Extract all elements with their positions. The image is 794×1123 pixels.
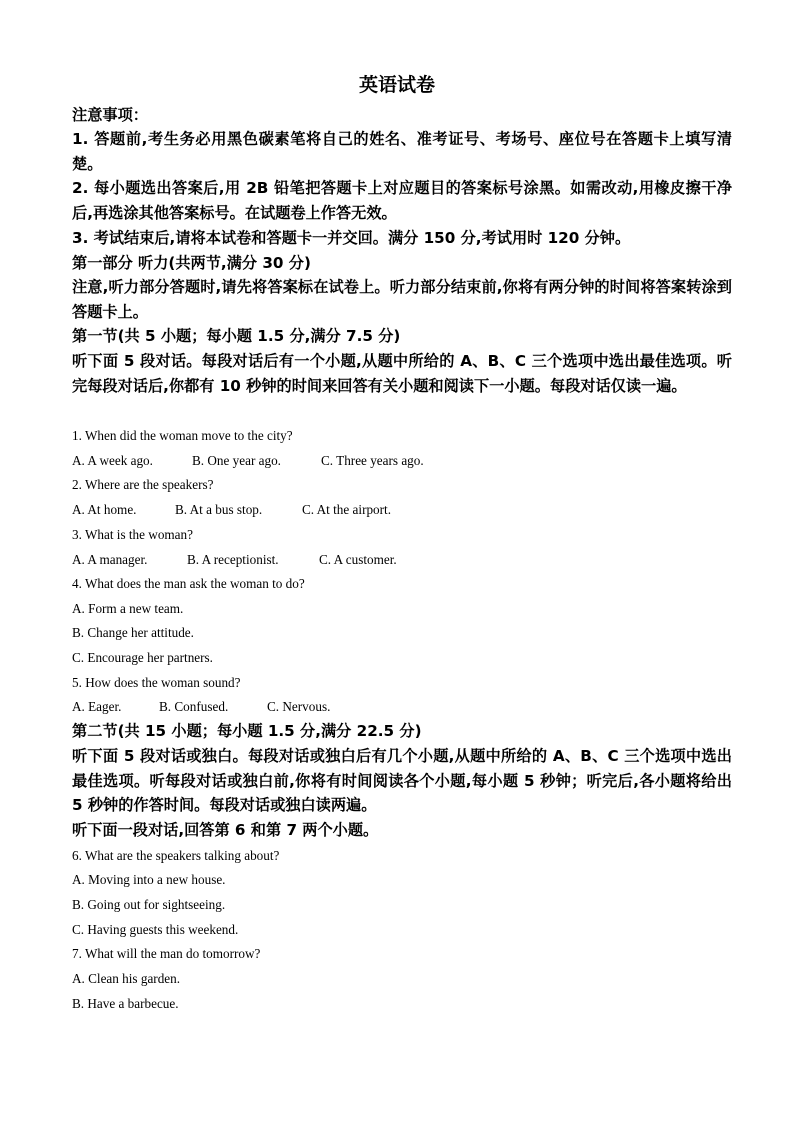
question-2: 2. Where are the speakers? <box>72 477 214 492</box>
option-a: A. A week ago. <box>72 453 153 468</box>
question-7: 7. What will the man do tomorrow? <box>72 946 261 961</box>
notice-item-1: 1. 答题前,考生务必用黑色碳素笔将自己的姓名、准考证号、考场号、座位号在答题卡上填写清楚。 <box>72 130 732 173</box>
question-4-option-c: C. Encourage her partners. <box>72 650 213 665</box>
option-b: B. A receptionist. <box>187 552 279 567</box>
part1-heading: 第一部分 听力(共两节,满分 30 分) <box>72 254 311 272</box>
page-title: 英语试卷 <box>358 74 435 96</box>
option-b: B. At a bus stop. <box>175 502 263 517</box>
question-6-option-a: A. Moving into a new house. <box>72 872 226 887</box>
question-4-option-b: B. Change her attitude. <box>72 625 194 640</box>
question-4-option-a: A. Form a new team. <box>72 601 184 616</box>
option-c: C. Nervous. <box>267 699 331 714</box>
option-b: B. One year ago. <box>192 453 281 468</box>
question-5: 5. How does the woman sound? <box>72 675 241 690</box>
question-1: 1. When did the woman move to the city? <box>72 428 293 443</box>
notice-item-3: 3. 考试结束后,请将本试卷和答题卡一并交回。满分 150 分,考试用时 120 分钟。 <box>72 229 631 247</box>
option-c: C. At the airport. <box>302 502 392 517</box>
option-a: A. Eager. <box>72 699 122 714</box>
section1-instruction: 听下面 5 段对话。每段对话后有一个小题,从题中所给的 A、B、C 三个选项中选出最佳选项。听完每段对话后,你都有 10 秒钟的时间来回答有关小题和阅读下一小题。每段对话仅读一遍。 <box>72 352 732 395</box>
part1-note: 注意,听力部分答题时,请先将答案标在试卷上。听力部分结束前,你将有两分钟的时间将答案转涂到答题卡上。 <box>72 278 732 321</box>
option-a: A. A manager. <box>72 552 148 567</box>
section2-instruction: 听下面 5 段对话或独白。每段对话或独白后有几个小题,从题中所给的 A、B、C 三个选项中选出最佳选项。听每段对话或独白前,你将有时间阅读各个小题,每小题 5 秒钟；听完后,各小题将给出 5 秒钟的作答时间。每段对话或独白读两遍。 <box>72 747 732 815</box>
question-7-option-a: A. Clean his garden. <box>72 971 181 986</box>
question-3-options <box>72 551 732 569</box>
option-b: B. Confused. <box>159 699 229 714</box>
section2-subinstruction: 听下面一段对话,回答第 6 和第 7 两个小题。 <box>72 821 379 839</box>
question-5-options <box>72 698 732 716</box>
section2-heading: 第二节(共 15 小题；每小题 1.5 分,满分 22.5 分) <box>72 722 422 740</box>
option-c: C. A customer. <box>319 552 397 567</box>
option-c: C. Three years ago. <box>321 453 424 468</box>
question-7-option-b: B. Have a barbecue. <box>72 996 179 1011</box>
question-1-options <box>72 452 732 470</box>
question-6-option-c: C. Having guests this weekend. <box>72 922 239 937</box>
question-2-options <box>72 501 732 519</box>
section1-heading: 第一节(共 5 小题；每小题 1.5 分,满分 7.5 分) <box>72 327 401 345</box>
question-6: 6. What are the speakers talking about? <box>72 848 280 863</box>
question-4: 4. What does the man ask the woman to do? <box>72 576 305 591</box>
notice-heading: 注意事项： <box>72 106 148 124</box>
question-6-option-b: B. Going out for sightseeing. <box>72 897 226 912</box>
notice-item-2: 2. 每小题选出答案后,用 2B 铅笔把答题卡上对应题目的答案标号涂黑。如需改动,用橡皮擦干净后,再选涂其他答案标号。在试题卷上作答无效。 <box>72 179 732 222</box>
option-a: A. At home. <box>72 502 137 517</box>
question-3: 3. What is the woman? <box>72 527 193 542</box>
